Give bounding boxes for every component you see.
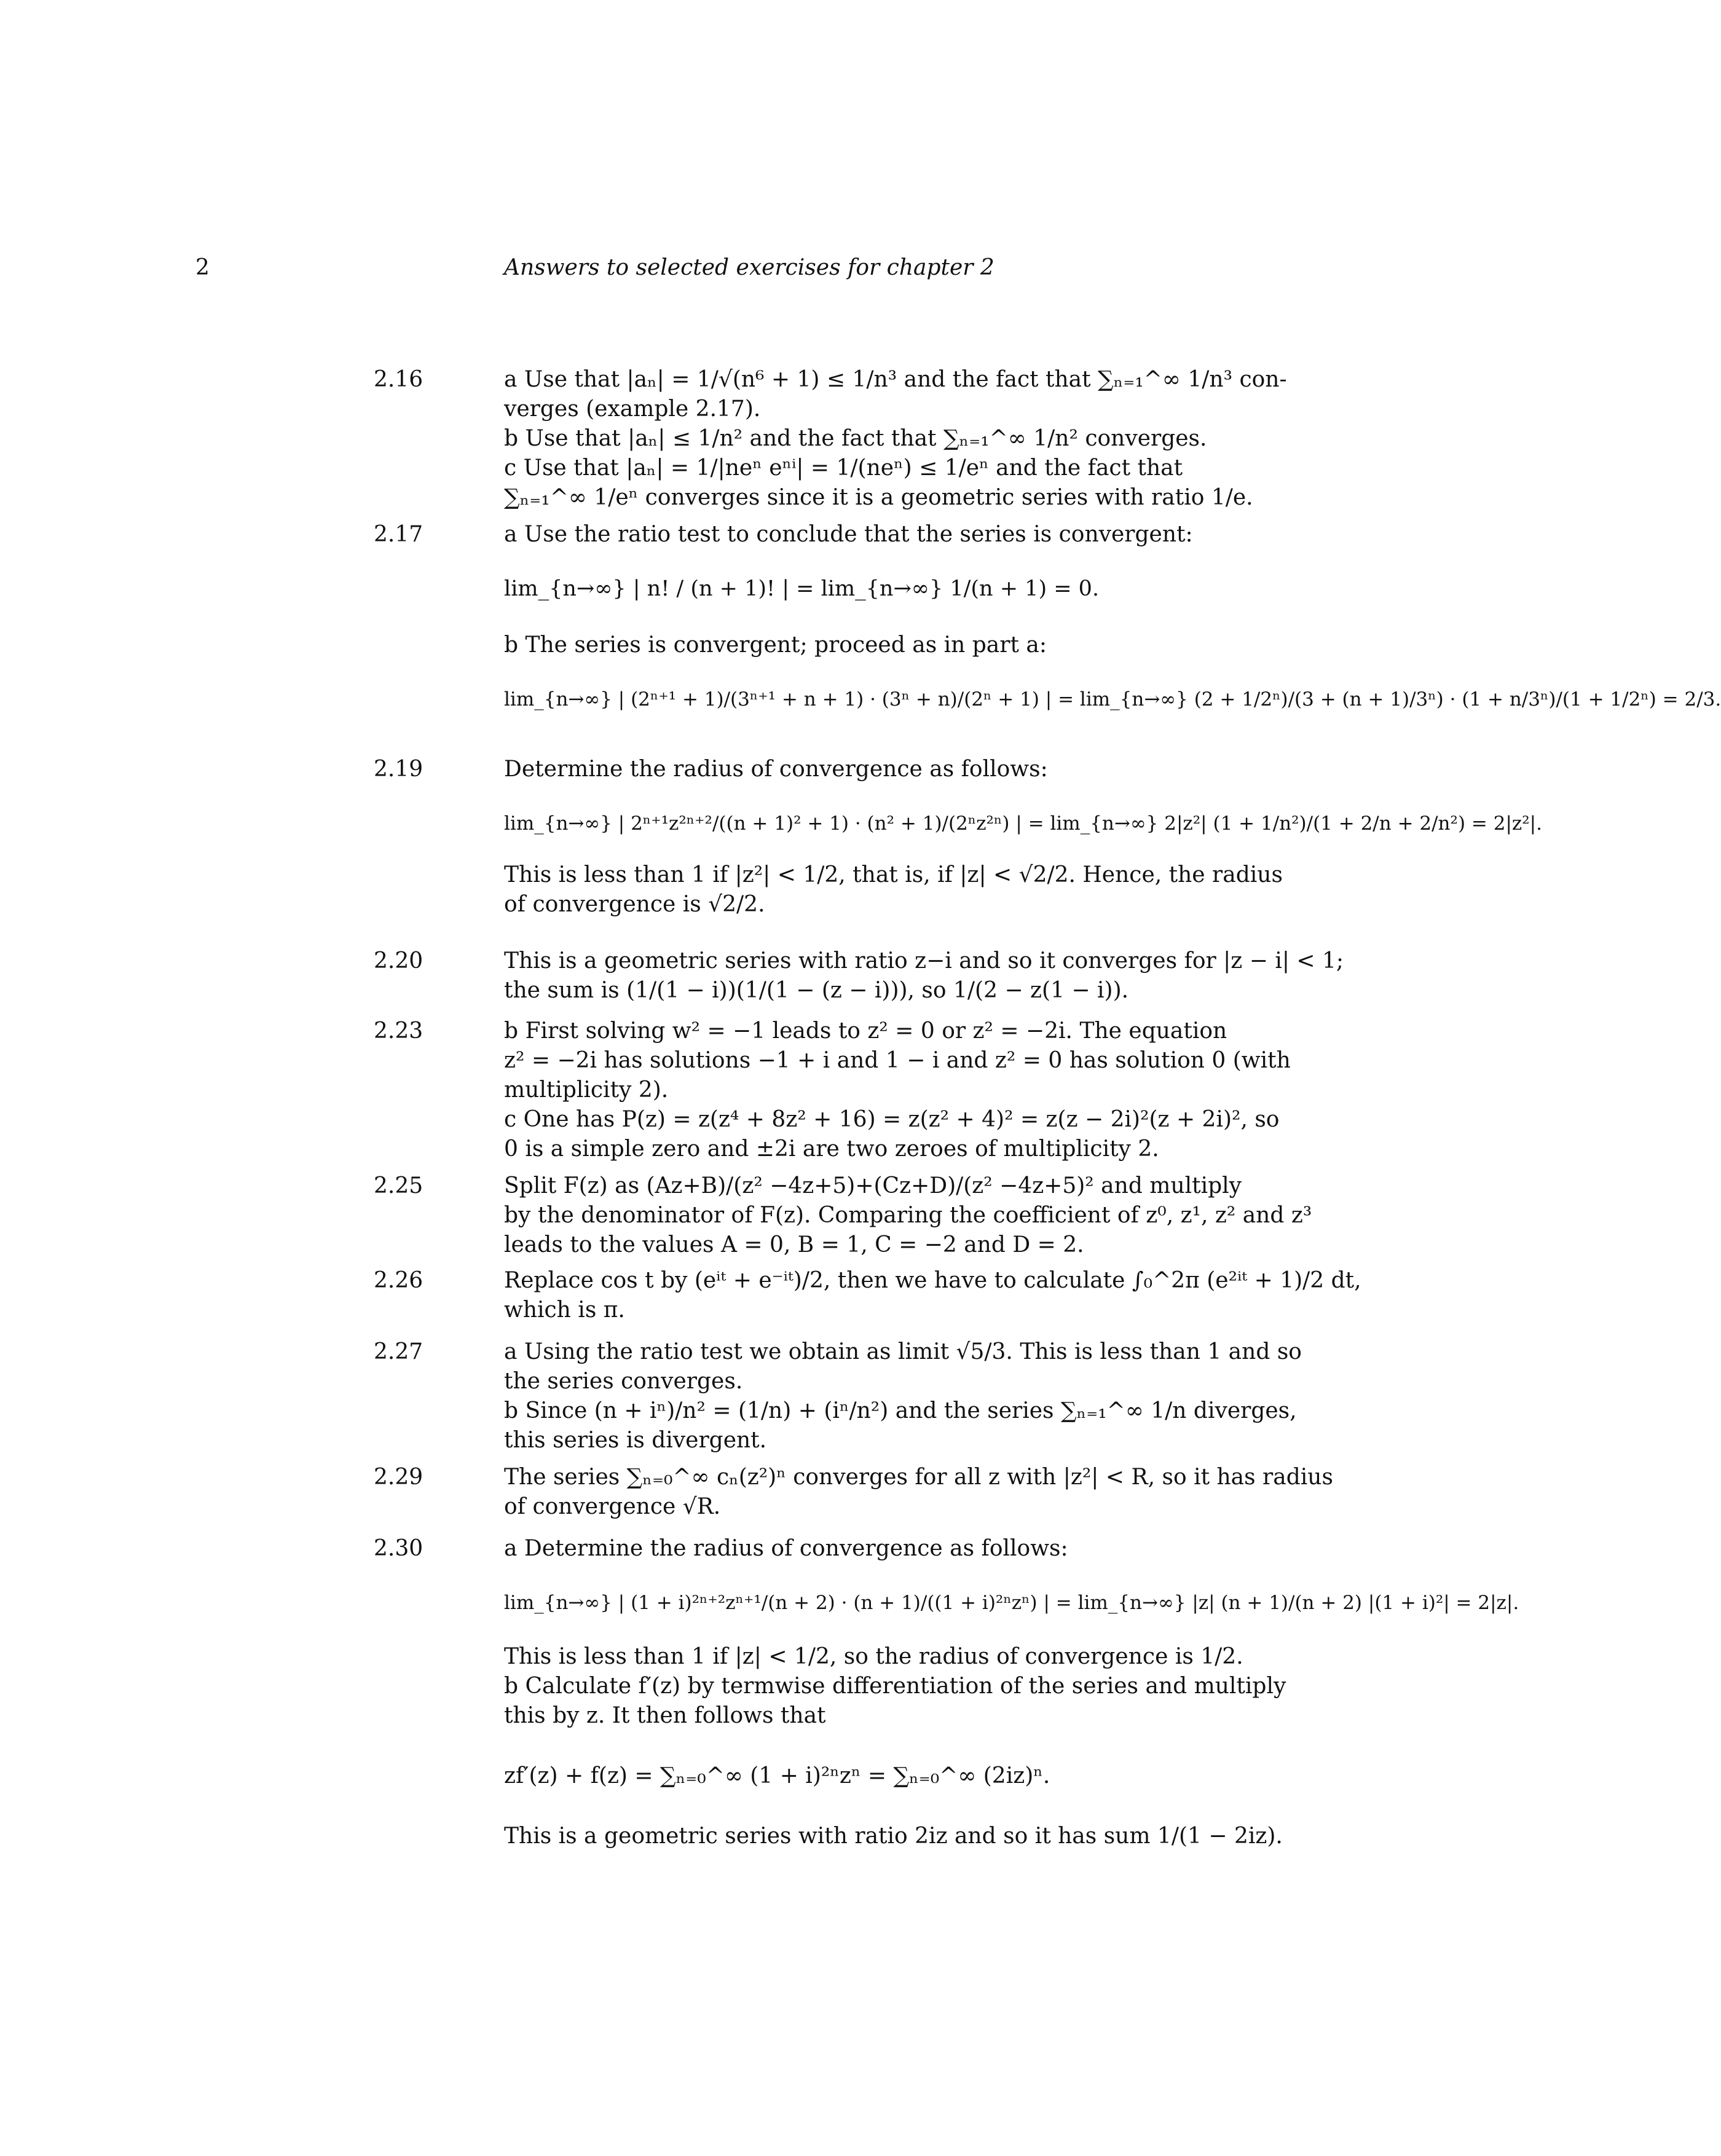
answer-line: leads to the values A = 0, B = 1, C = −2 and D = 2. bbox=[504, 1232, 1084, 1257]
equation: lim_{n→∞} | (2ⁿ⁺¹ + 1)/(3ⁿ⁺¹ + n + 1) · (3ⁿ + n)/(2ⁿ + 1) | = lim_{n→∞} (2 + 1/2ⁿ)/(3 + (n + 1)/3ⁿ) · (1 + n/3ⁿ)/(1 + 1/2ⁿ) = 2/3. bbox=[504, 688, 1721, 710]
equation: zf′(z) + f(z) = ∑ₙ₌₀^∞ (1 + i)²ⁿzⁿ = ∑ₙ₌₀^∞ (2iz)ⁿ. bbox=[504, 1763, 1050, 1788]
equation: lim_{n→∞} | (1 + i)²ⁿ⁺²zⁿ⁺¹/(n + 2) · (n + 1)/((1 + i)²ⁿzⁿ) | = lim_{n→∞} |z| (n + 1)/(n + 2) |(1 + i)²| = 2|z|. bbox=[504, 1592, 1519, 1614]
exercise-number: 2.30 bbox=[374, 1536, 423, 1561]
answer-line: of convergence √R. bbox=[504, 1494, 721, 1519]
answer-line: the series converges. bbox=[504, 1369, 743, 1394]
answer-line: Replace cos t by (eⁱᵗ + e⁻ⁱᵗ)/2, then we have to calculate ∫₀^2π (e²ⁱᵗ + 1)/2 dt, bbox=[504, 1268, 1361, 1293]
exercise-number: 2.27 bbox=[374, 1339, 423, 1364]
answer-body bbox=[504, 1266, 1361, 1325]
page-number: 2 bbox=[195, 255, 210, 280]
answer-line: This is a geometric series with ratio 2iz and so it has sum 1/(1 − 2iz). bbox=[504, 1824, 1283, 1849]
answer-body bbox=[504, 520, 1721, 723]
answer-line: b The series is convergent; proceed as in part a: bbox=[504, 632, 1047, 658]
answer-body bbox=[504, 1171, 1312, 1260]
answer-body bbox=[504, 1463, 1333, 1522]
answer-line: b Since (n + iⁿ)/n² = (1/n) + (iⁿ/n²) and the series ∑ₙ₌₁^∞ 1/n diverges, bbox=[504, 1398, 1297, 1423]
answer-line: ∑ₙ₌₁^∞ 1/eⁿ converges since it is a geometric series with ratio 1/e. bbox=[504, 485, 1253, 510]
answer-line: Split F(z) as (Az+B)/(z² −4z+5)+(Cz+D)/(z² −4z+5)² and multiply bbox=[504, 1173, 1242, 1198]
exercise-number: 2.25 bbox=[374, 1173, 423, 1198]
answer-body bbox=[504, 755, 1542, 919]
answer-line: a Using the ratio test we obtain as limit √5/3. This is less than 1 and so bbox=[504, 1339, 1302, 1364]
answer-line: b Use that |aₙ| ≤ 1/n² and the fact that ∑ₙ₌₁^∞ 1/n² converges. bbox=[504, 426, 1207, 451]
answer-line: of convergence is √2/2. bbox=[504, 892, 765, 917]
answer-line: 0 is a simple zero and ±2i are two zeroes of multiplicity 2. bbox=[504, 1136, 1159, 1162]
exercise-number: 2.17 bbox=[374, 522, 423, 547]
answer-body bbox=[504, 365, 1287, 513]
answer-line: this series is divergent. bbox=[504, 1428, 767, 1453]
answer-body bbox=[504, 1017, 1291, 1164]
answer-line: multiplicity 2). bbox=[504, 1077, 669, 1103]
running-header: Answers to selected exercises for chapter 2 bbox=[504, 255, 994, 280]
answer-body bbox=[504, 1337, 1302, 1455]
equation: lim_{n→∞} | 2ⁿ⁺¹z²ⁿ⁺²/((n + 1)² + 1) · (n² + 1)/(2ⁿz²ⁿ) | = lim_{n→∞} 2|z²| (1 + 1/n²)/(1 + 2/n + 2/n²) = 2|z²|. bbox=[504, 812, 1542, 835]
answer-line: z² = −2i has solutions −1 + i and 1 − i and z² = 0 has solution 0 (with bbox=[504, 1048, 1291, 1073]
answer-line: b Calculate f′(z) by termwise differentiation of the series and multiply bbox=[504, 1674, 1286, 1699]
exercise-number: 2.29 bbox=[374, 1465, 423, 1490]
answer-line: this by z. It then follows that bbox=[504, 1703, 826, 1728]
exercise-number: 2.26 bbox=[374, 1268, 423, 1293]
answer-line: a Use that |aₙ| = 1/√(n⁶ + 1) ≤ 1/n³ and the fact that ∑ₙ₌₁^∞ 1/n³ con- bbox=[504, 367, 1287, 392]
exercise-number: 2.16 bbox=[374, 367, 423, 392]
answer-line: a Determine the radius of convergence as follows: bbox=[504, 1536, 1068, 1561]
answer-body bbox=[504, 946, 1344, 1005]
exercise-number: 2.19 bbox=[374, 757, 423, 782]
answer-line: This is less than 1 if |z²| < 1/2, that is, if |z| < √2/2. Hence, the radius bbox=[504, 862, 1283, 887]
exercise-number: 2.23 bbox=[374, 1018, 423, 1044]
answer-line: which is π. bbox=[504, 1297, 625, 1323]
exercise-number: 2.20 bbox=[374, 948, 423, 974]
answer-line: by the denominator of F(z). Comparing the coefficient of z⁰, z¹, z² and z³ bbox=[504, 1203, 1312, 1228]
answer-line: verges (example 2.17). bbox=[504, 396, 761, 422]
answer-body bbox=[504, 1534, 1519, 1851]
answer-line: The series ∑ₙ₌₀^∞ cₙ(z²)ⁿ converges for all z with |z²| < R, so it has radius bbox=[504, 1465, 1333, 1490]
equation: lim_{n→∞} | n! / (n + 1)! | = lim_{n→∞} 1/(n + 1) = 0. bbox=[504, 576, 1100, 601]
answer-line: the sum is (1/(1 − i))(1/(1 − (z − i))), so 1/(2 − z(1 − i)). bbox=[504, 978, 1129, 1003]
answer-line: b First solving w² = −1 leads to z² = 0 or z² = −2i. The equation bbox=[504, 1018, 1227, 1044]
answer-line: Determine the radius of convergence as follows: bbox=[504, 757, 1048, 782]
answer-line: a Use the ratio test to conclude that the series is convergent: bbox=[504, 522, 1193, 547]
answer-line: This is a geometric series with ratio z−i and so it converges for |z − i| < 1; bbox=[504, 948, 1344, 974]
answer-line: This is less than 1 if |z| < 1/2, so the radius of convergence is 1/2. bbox=[504, 1644, 1243, 1669]
answer-line: c Use that |aₙ| = 1/|neⁿ eⁿⁱ| = 1/(neⁿ) ≤ 1/eⁿ and the fact that bbox=[504, 455, 1183, 481]
answer-line: c One has P(z) = z(z⁴ + 8z² + 16) = z(z² + 4)² = z(z − 2i)²(z + 2i)², so bbox=[504, 1107, 1280, 1132]
